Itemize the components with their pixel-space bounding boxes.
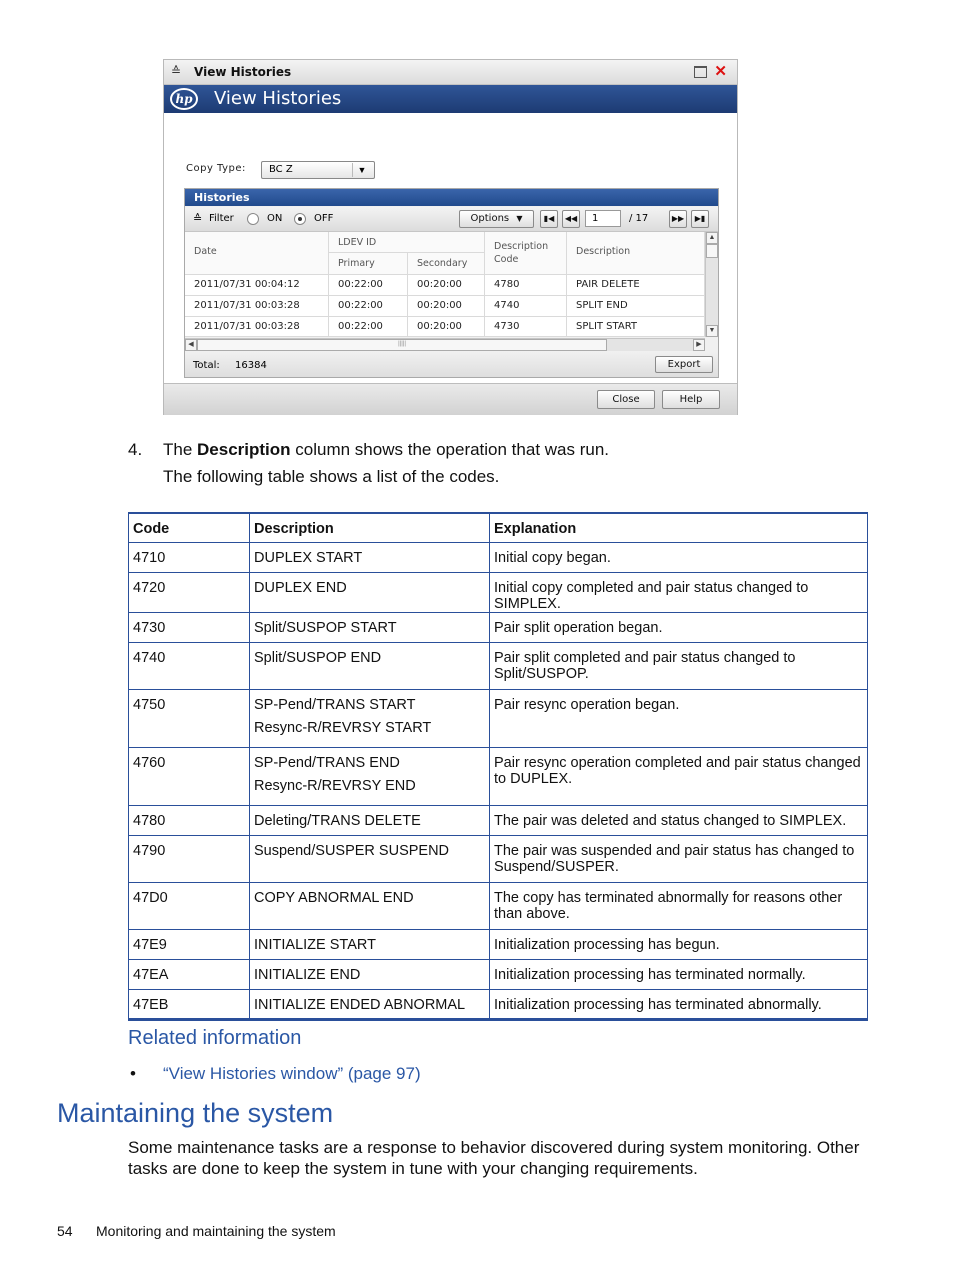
grid-cell-code: 4740	[485, 296, 567, 317]
cell-code: 4750	[129, 689, 250, 747]
export-button[interactable]: Export	[655, 356, 713, 373]
cell-code: 47D0	[129, 882, 250, 929]
cell-explanation: Initial copy completed and pair status changed to SIMPLEX.	[490, 572, 868, 612]
grid-cell-code: 4730	[485, 317, 567, 337]
filter-on-radio[interactable]	[247, 213, 259, 225]
grid-cell-primary: 00:22:00	[329, 317, 408, 337]
step-text	[163, 440, 609, 460]
filter-off-radio[interactable]	[294, 213, 306, 225]
cell-description: DUPLEX START	[250, 542, 490, 572]
section-heading: Maintaining the system	[57, 1098, 334, 1128]
cell-description: Split/SUSPOP START	[250, 612, 490, 642]
histories-panel	[184, 188, 719, 378]
histories-header	[185, 189, 718, 206]
cell-explanation: The pair was suspended and pair status has changed to Suspend/SUSPER.	[490, 835, 868, 882]
cell-description: COPY ABNORMAL END	[250, 882, 490, 929]
window-banner	[164, 85, 737, 113]
options-button[interactable]	[459, 210, 534, 228]
column-header-description-code[interactable]: Description Code	[485, 232, 567, 275]
cell-description: Deleting/TRANS DELETE	[250, 805, 490, 835]
table-row	[129, 882, 868, 929]
grid-cell-primary: 00:22:00	[329, 275, 408, 296]
filter-label: Filter	[209, 213, 234, 224]
vertical-scrollbar[interactable]	[705, 232, 718, 337]
cell-description: Suspend/SUSPER SUSPEND	[250, 835, 490, 882]
cell-code: 4710	[129, 542, 250, 572]
cell-explanation: Pair resync operation completed and pair status changed to DUPLEX.	[490, 747, 868, 805]
cell-description	[250, 689, 490, 747]
step-bold-term: Description	[197, 440, 291, 459]
codes-table	[128, 512, 868, 1021]
header-description: Description	[250, 513, 490, 542]
table-row	[129, 747, 868, 805]
grid-cell-description: SPLIT END	[567, 296, 705, 317]
cell-explanation: Pair resync operation began.	[490, 689, 868, 747]
maximize-icon[interactable]	[694, 66, 707, 78]
grid-cell-description: SPLIT START	[567, 317, 705, 337]
close-icon[interactable]: ✕	[714, 63, 727, 80]
page-number: 54	[57, 1223, 73, 1239]
section-paragraph: Some maintenance tasks are a response to behavior discovered during system monitoring. Other tasks are done to keep the system in tune with your changing requirements.	[128, 1138, 860, 1178]
cell-explanation: Pair split operation began.	[490, 612, 868, 642]
grid-cell-secondary: 00:20:00	[408, 296, 485, 317]
codes-table-header-row	[129, 513, 868, 542]
header-explanation: Explanation	[490, 513, 868, 542]
cell-explanation: Initialization processing has terminated normally.	[490, 959, 868, 989]
grid-cell-description: PAIR DELETE	[567, 275, 705, 296]
cell-code: 47EA	[129, 959, 250, 989]
scroll-left-icon[interactable]: ◀	[185, 339, 197, 351]
footer-title: Monitoring and maintaining the system	[96, 1223, 336, 1239]
table-row	[129, 642, 868, 689]
collapse-icon[interactable]: ≙	[171, 64, 182, 78]
grid-cell-secondary: 00:20:00	[408, 275, 485, 296]
grid-cell-date: 2011/07/31 00:03:28	[185, 317, 329, 337]
column-header-ldev-id: LDEV ID	[329, 232, 485, 253]
filter-collapse-icon[interactable]: ≙	[193, 212, 203, 225]
grid-cell-date: 2011/07/31 00:04:12	[185, 275, 329, 296]
filter-off-label: OFF	[314, 213, 334, 224]
chevron-down-icon: ▼	[516, 214, 523, 223]
copy-type-value: BC Z	[269, 164, 293, 175]
cell-description-line: Resync-R/REVRSY START	[254, 719, 432, 736]
histories-toolbar	[185, 207, 718, 232]
header-code: Code	[129, 513, 250, 542]
scroll-right-icon[interactable]: ▶	[693, 339, 705, 351]
table-row	[129, 929, 868, 959]
last-page-icon[interactable]: ▶▮	[691, 210, 709, 228]
cell-code: 4760	[129, 747, 250, 805]
bullet-icon: •	[130, 1064, 136, 1083]
banner-title: View Histories	[214, 88, 342, 109]
next-page-icon[interactable]: ▶▶	[669, 210, 687, 228]
table-row	[129, 989, 868, 1019]
cell-description: DUPLEX END	[250, 572, 490, 612]
horizontal-scrollbar[interactable]	[185, 338, 705, 351]
window-button-bar	[164, 383, 737, 415]
view-histories-window	[163, 59, 738, 415]
column-header-date[interactable]: Date	[185, 232, 329, 275]
options-label: Options	[470, 213, 510, 224]
view-histories-link[interactable]: “View Histories window” (page 97)	[163, 1064, 421, 1083]
help-button[interactable]: Help	[662, 390, 720, 409]
column-header-primary[interactable]: Primary	[329, 253, 408, 275]
grid-cell-code: 4780	[485, 275, 567, 296]
first-page-icon[interactable]: ▮◀	[540, 210, 558, 228]
window-title: View Histories	[194, 65, 292, 79]
cell-explanation: The pair was deleted and status changed to SIMPLEX.	[490, 805, 868, 835]
table-row	[129, 835, 868, 882]
copy-type-label: Copy Type:	[186, 163, 246, 174]
grid-cell-secondary: 00:20:00	[408, 317, 485, 337]
cell-code: 4740	[129, 642, 250, 689]
page-number-input[interactable]: 1	[585, 210, 621, 227]
total-value: 16384	[235, 360, 267, 371]
step-subtext: The following table shows a list of the codes.	[163, 467, 500, 486]
cell-explanation: Initialization processing has begun.	[490, 929, 868, 959]
window-titlebar	[164, 60, 737, 85]
cell-code: 4730	[129, 612, 250, 642]
cell-code: 4720	[129, 572, 250, 612]
table-row	[129, 612, 868, 642]
cell-code: 4790	[129, 835, 250, 882]
grid-cell-primary: 00:22:00	[329, 296, 408, 317]
scroll-down-icon[interactable]: ▼	[706, 325, 718, 337]
hp-logo: hp	[170, 88, 198, 110]
grid-cell-date: 2011/07/31 00:03:28	[185, 296, 329, 317]
cell-code: 47E9	[129, 929, 250, 959]
table-row	[129, 542, 868, 572]
vertical-scroll-thumb[interactable]	[706, 244, 718, 258]
copy-type-select[interactable]	[261, 161, 375, 179]
close-button[interactable]: Close	[597, 390, 655, 409]
chevron-down-icon: ▼	[352, 163, 371, 177]
column-header-description[interactable]: Description	[567, 232, 705, 275]
cell-description: INITIALIZE START	[250, 929, 490, 959]
horizontal-scroll-thumb[interactable]: |||||	[197, 339, 607, 351]
cell-code: 4780	[129, 805, 250, 835]
page-total: / 17	[629, 213, 649, 224]
cell-description: Split/SUSPOP END	[250, 642, 490, 689]
scroll-up-icon[interactable]: ▲	[706, 232, 718, 244]
histories-title: Histories	[194, 191, 250, 204]
step-suffix: column shows the operation that was run.	[290, 440, 610, 459]
step-prefix: The	[163, 440, 198, 459]
cell-explanation: Initialization processing has terminated abnormally.	[490, 989, 868, 1019]
table-row	[129, 572, 868, 612]
cell-description: INITIALIZE ENDED ABNORMAL	[250, 989, 490, 1019]
cell-description: INITIALIZE END	[250, 959, 490, 989]
column-header-secondary[interactable]: Secondary	[408, 253, 485, 275]
histories-grid	[185, 232, 705, 337]
related-information-heading: Related information	[128, 1027, 302, 1049]
cell-description-line: Resync-R/REVRSY END	[254, 777, 416, 794]
total-label: Total:	[193, 360, 220, 371]
table-row	[129, 805, 868, 835]
cell-explanation: Initial copy began.	[490, 542, 868, 572]
previous-page-icon[interactable]: ◀◀	[562, 210, 580, 228]
cell-code: 47EB	[129, 989, 250, 1019]
histories-footer	[185, 352, 718, 377]
cell-description	[250, 747, 490, 805]
filter-on-label: ON	[267, 213, 283, 224]
table-row	[129, 689, 868, 747]
table-row	[129, 959, 868, 989]
cell-description-line: SP-Pend/TRANS START	[254, 696, 416, 713]
cell-description-line: SP-Pend/TRANS END	[254, 754, 400, 771]
step-number: 4.	[128, 440, 143, 459]
cell-explanation: Pair split completed and pair status changed to Split/SUSPOP.	[490, 642, 868, 689]
cell-explanation: The copy has terminated abnormally for reasons other than above.	[490, 882, 868, 929]
